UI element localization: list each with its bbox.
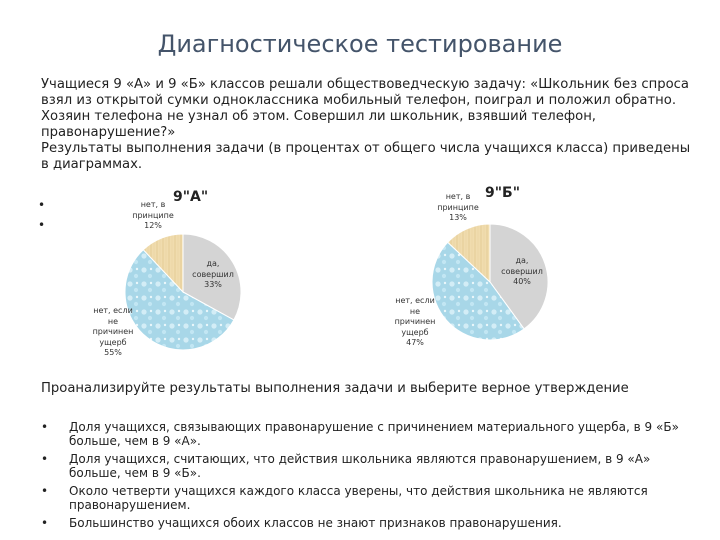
- slice-label-9a-no-principle: нет, в принципе 12%: [132, 200, 174, 230]
- slide-title: Диагностическое тестирование: [157, 30, 563, 58]
- answer-option-text: Доля учащихся, связывающих правонарушение с причинением материального ущерба, в 9 «Б» больше, чем в 9 «А».: [69, 420, 679, 448]
- bullet-marker: •: [41, 516, 49, 530]
- analysis-prompt: Проанализируйте результаты выполнения задачи и выберите верное утверждение: [41, 381, 629, 396]
- bullet-marker: •: [38, 198, 46, 212]
- slice-label-9a-no-damage: нет, если не причинен ущерб 55%: [92, 306, 134, 357]
- answer-option[interactable]: [41, 452, 691, 480]
- results-note: Результаты выполнения задачи (в процентах от общего числа учащихся класса) приведены в диаграммах.: [41, 141, 691, 172]
- chart-title-9b: 9"Б": [485, 185, 520, 201]
- answer-option[interactable]: [41, 516, 691, 530]
- slice-label-9a-yes: да, совершил 33%: [192, 259, 234, 289]
- answer-option-text: Большинство учащихся обоих классов не знают признаков правонарушения.: [69, 516, 562, 530]
- answer-options: [41, 420, 691, 534]
- task-description: Учащиеся 9 «А» и 9 «Б» классов решали обществоведческую задачу: «Школьник без спроса взял из открытой сумки одноклассника мобильный телефон, поиграл и положил обратно. Хозяин телефона не узнал об этом. Совершил ли школьник, взявший телефон, правонарушение?»: [41, 77, 689, 140]
- slice-label-9b-no-damage: нет, если не причинен ущерб 47%: [394, 296, 436, 347]
- bullet-marker: •: [38, 218, 46, 232]
- bullet-marker: •: [41, 452, 49, 466]
- chart-title-9a: 9"А": [173, 189, 209, 205]
- answer-option-text: Доля учащихся, считающих, что действия школьника являются правонарушением, в 9 «А» больше, чем в 9 «Б».: [69, 452, 651, 480]
- bullet-marker: •: [41, 420, 49, 434]
- answer-option[interactable]: [41, 484, 691, 512]
- slice-label-9b-no-principle: нет, в принципе 13%: [437, 192, 479, 222]
- answer-option[interactable]: [41, 420, 691, 448]
- bullet-marker: •: [41, 484, 49, 498]
- answer-option-text: Около четверти учащихся каждого класса уверены, что действия школьника не являются правонарушением.: [69, 484, 648, 512]
- slice-label-9b-yes: да, совершил 40%: [501, 256, 543, 286]
